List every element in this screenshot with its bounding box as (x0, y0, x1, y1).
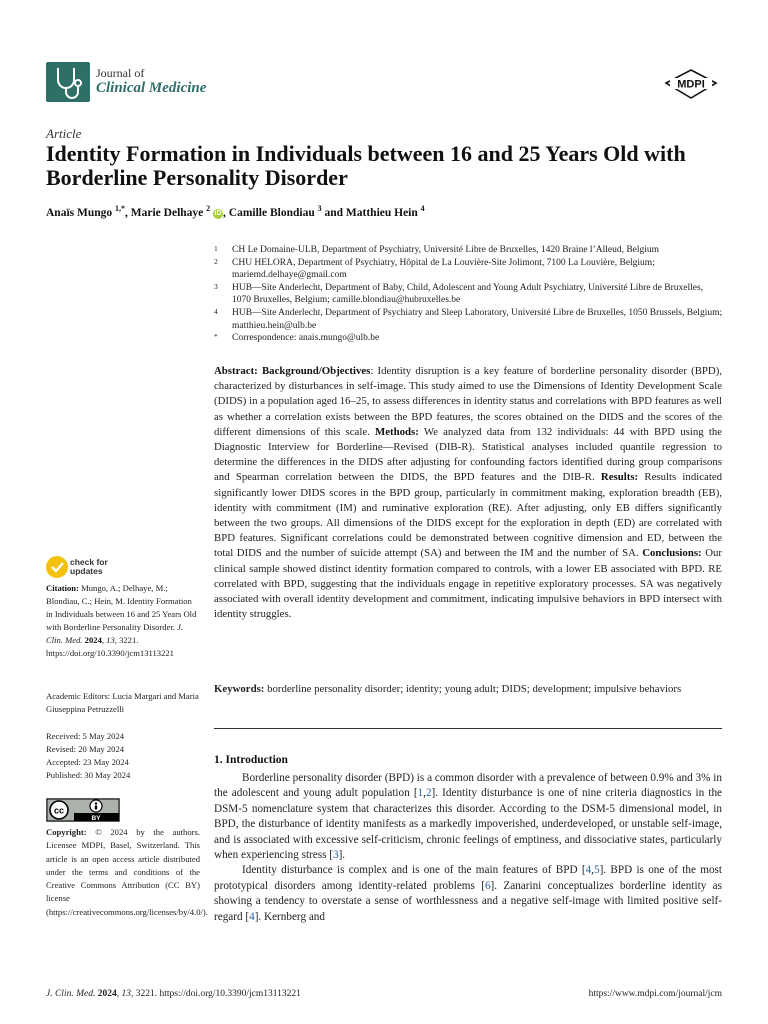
citation-text: Mungo, A.; Delhaye, M.; Blondiau, C.; Hein, M. Identity Formation in Individuals between 16 and 25 Years Old with Borderline Personality Disorder. (46, 583, 197, 632)
affiliation-item (214, 282, 724, 307)
intro-body (214, 771, 722, 925)
citation-link[interactable]: 5 (593, 864, 600, 877)
academic-editors: Academic Editors: Lucia Margari and Maria Giuseppina Petruzzelli (46, 691, 199, 714)
affiliation-item (214, 257, 724, 282)
paragraph-text: ]. (338, 849, 346, 862)
affiliation-text: CH Le Domaine-ULB, Department of Psychiatry, Université Libre de Bruxelles, 1420 Braine l’Alleud, Belgium (232, 245, 660, 255)
revised-date: Revised: 20 May 2024 (46, 744, 125, 754)
article-title: Identity Formation in Individuals between 16 and 25 Years Old with Borderline Personality Disorder (46, 141, 686, 190)
journal-logo (46, 62, 90, 102)
stethoscope-icon (46, 62, 90, 102)
citation-link[interactable]: 2 (425, 787, 432, 800)
author-name[interactable]: Matthieu Hein (345, 206, 418, 219)
section-divider (214, 728, 722, 729)
citation-doi[interactable]: , 3221. https://doi.org/10.3390/jcm13113221 (46, 635, 174, 658)
abstract-background-text: : Identity disruption is a key feature of borderline personality disorder (BPD), characterized by disturbances in self-image. This study aimed to use the Dimensions of Identity Development Scale (DIDS) in a population aged 16–25, to assess differences in identity status and correlations with BPD features as well as whether a correlation exists between the BPD features, the scores obtained on the DIDS and the scores of the different dimensions of this scale. (214, 365, 722, 438)
mdpi-logo[interactable] (664, 69, 718, 99)
author-separator: , (223, 206, 229, 219)
affiliation-item (214, 244, 724, 257)
check-updates-line: updates (70, 566, 103, 576)
article-type: Article (46, 126, 82, 141)
abstract (214, 364, 722, 622)
copyright-label: Copyright: (46, 827, 87, 837)
author-sup: 3 (317, 204, 322, 213)
svg-text:cc: cc (53, 805, 65, 816)
author-name[interactable]: Camille Blondiau (228, 206, 315, 219)
abstract-results-text: Results indicated significantly lower DIDS scores in the BPD group, particularly in commitment making, exploration breadth (EB), identity with commitment (IM) and ruminative exploration (RE). After adjusting, only EB differs significantly between the two groups. All dimensions of the DIDS except for the exploration in depth (ED) are correlated with BPD features. Significant correlations could be demonstrated between cognitive dimension and ED, between the total DIDS and the number of suicide attempt (SA) and between the IM and the number of SA. (214, 471, 723, 560)
copyright-text: © 2024 by the authors. Licensee MDPI, Basel, Switzerland. This article is an open access article distributed under the terms and conditions of the Creative Commons Attribution (CC BY) license (https://creativecommons.org/licenses/by/4.0/). (46, 827, 208, 917)
abstract-background-label: Background/Objectives (261, 365, 371, 377)
affiliation-mark: 3 (214, 281, 218, 291)
affiliation-mark: 1 (214, 244, 218, 253)
footer-citation (46, 989, 301, 999)
author-name[interactable]: Marie Delhaye (130, 206, 204, 219)
citation-label: Citation: (46, 583, 79, 593)
published-date: Published: 30 May 2024 (46, 770, 131, 780)
abstract-conclusions-text: Our clinical sample showed distinct identity formation compared to controls, with a lower EB associated with BPD. RE correlated with BPD, suggesting that the individuals engage in repetitive exploratory processes. SA was negatively associated with overall identity development and commitment, indicating impulsive behaviors in BPD intersect with identity struggles. (214, 547, 722, 621)
citation-link[interactable]: 1 (417, 787, 424, 800)
abstract-conclusions-label: Conclusions: (642, 547, 702, 560)
citation-separator: , (423, 787, 426, 800)
dates-block (46, 730, 200, 782)
author-list (46, 204, 425, 219)
author-name[interactable]: Anaïs Mungo (46, 206, 113, 219)
abstract-methods-label: Methods: (375, 425, 419, 438)
received-date: Received: 5 May 2024 (46, 731, 125, 741)
paragraph-text: Borderline personality disorder (BPD) is a common disorder with a prevalence of between 0.9% and 3% in the adolescent and young adult population [ (214, 772, 722, 800)
affiliation-mark: * (214, 332, 218, 342)
citation-link[interactable]: 3 (332, 849, 339, 862)
footer-year: 2024 (95, 989, 117, 999)
citation-block (46, 582, 200, 660)
mdpi-logo-text: MDPI (677, 78, 705, 91)
cc-by-license-icon[interactable] (46, 798, 120, 822)
citation-link[interactable]: 6 (484, 879, 491, 892)
abstract-results-label: Results: (600, 471, 639, 484)
orcid-icon[interactable]: iD (214, 209, 222, 217)
section-heading: 1. Introduction (214, 754, 288, 766)
abstract-methods-text: We analyzed data from 132 individuals: 44 with BPD using the Diagnostic Interview for Borderline—Revised (DIB-R). Statistical analyses included quantile regression to determine the differences in the DIDS after adjusting for confounding factors identified during group comparisons and Spearman correlation between the DIDS, the BPD features and the DIB-R. (214, 425, 723, 484)
check-for-updates-badge[interactable] (46, 556, 126, 580)
citation-link[interactable]: 4 (585, 864, 592, 877)
cc-by-text: BY (91, 814, 101, 822)
paragraph-text: ]. Kernberg and (254, 910, 325, 923)
affiliation-text: CHU HELORA, Department of Psychiatry, Hôpital de La Louvière-Site Jolimont, 7100 La Louvière, Belgium; mariemd.delhaye@gmail.com (232, 257, 655, 281)
affiliation-mark: 2 (214, 256, 218, 266)
journal-of-label: Journal of (96, 66, 145, 80)
abstract-label: Abstract: (214, 365, 258, 377)
keywords-label: Keywords: (214, 683, 265, 695)
affiliation-text: HUB—Site Anderlecht, Department of Baby, Child, Adolescent and Young Adult Psychiatry, Université Libre de Bruxelles, 1070 Bruxelles, Belgium; camille.blondiau@hubruxelles.be (232, 282, 704, 306)
author-separator: and (321, 206, 346, 219)
check-updates-icon (46, 556, 68, 578)
affiliation-item (214, 307, 724, 332)
keywords-text: borderline personality disorder; identity; young adult; DIDS; development; impulsive behaviors (264, 683, 682, 695)
citation-volume: , 13 (101, 635, 115, 645)
paragraph (214, 771, 722, 863)
author-sup: 1,* (115, 204, 126, 213)
footer-doi[interactable]: , 3221. https://doi.org/10.3390/jcm13113221 (130, 989, 301, 999)
affiliation-text: Correspondence: anais.mungo@ulb.be (232, 333, 380, 344)
citation-link[interactable]: 4 (249, 910, 255, 923)
citation-separator: , (591, 864, 594, 877)
citation-year: 2024 (82, 635, 102, 645)
paragraph (214, 863, 722, 925)
accepted-date: Accepted: 23 May 2024 (46, 757, 129, 767)
citation-journal: J. Clin. Med. (46, 622, 184, 645)
footer-journal: J. Clin. Med. (46, 989, 96, 999)
check-updates-text (70, 558, 108, 576)
paragraph-text: Identity disturbance is complex and is one of the main features of BPD [ (242, 864, 586, 877)
author-sup: 4 (420, 204, 425, 213)
author-separator: , (125, 206, 131, 219)
keywords (214, 682, 722, 697)
paragraph-text: ]. Identity disturbance is one of nine criteria diagnostics in the DSM-5 nomenclature system that characterizes this disorder. According to the DSM-5 dimensional model, in BPD, the disturbance of identity manifests as a markedly impoverished, underdeveloped, or unstable self-image, and is associated with excessive self-criticism, chronic feelings of emptiness, and dissociative states, particularly when experiencing stress [ (214, 787, 723, 862)
journal-name: Clinical Medicine (96, 80, 207, 96)
footer-journal-url[interactable]: https://www.mdpi.com/journal/jcm (588, 989, 722, 999)
paragraph-text: ]. BPD is one of the most prototypical disorders among identity-related problems [ (214, 864, 722, 892)
footer-volume: , 13 (116, 989, 131, 999)
affiliations (214, 244, 724, 345)
affiliation-text: HUB—Site Anderlecht, Department of Psychiatry and Sleep Laboratory, Université Libre de Bruxelles, 1050 Brussels, Belgium; matthieu.hein@ulb.be (232, 307, 723, 331)
check-updates-line: check for (70, 557, 108, 567)
author-sup: 2 (206, 204, 211, 213)
affiliation-item (214, 332, 724, 345)
paragraph-text: ]. Zanarini conceptualizes borderline identity as showing a tendency to overstate a sense of worthlessness and a negative self-image with limited positive self-regard [ (214, 879, 722, 923)
copyright-block (46, 826, 208, 919)
affiliation-mark: 4 (214, 306, 218, 316)
